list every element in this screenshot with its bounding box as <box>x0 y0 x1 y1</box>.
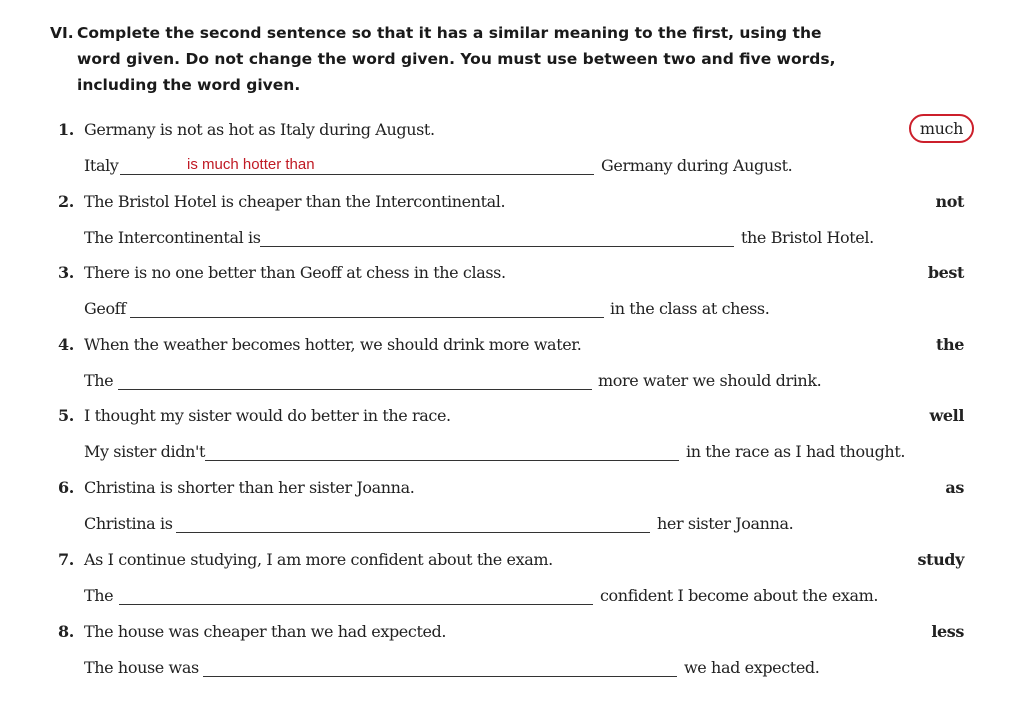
sentence-end: in the class at chess. <box>610 299 770 318</box>
answer-blank[interactable] <box>119 604 593 605</box>
question-8 <box>0 618 1024 648</box>
sentence-end: the Bristol Hotel. <box>741 228 874 247</box>
question-3 <box>0 259 1024 289</box>
answer-line-8 <box>0 654 1024 684</box>
answer-blank[interactable] <box>205 460 679 461</box>
question-2 <box>0 188 1024 218</box>
sentence-start: Italy <box>84 156 119 175</box>
filled-answer: is much hotter than <box>187 156 315 173</box>
answer-line-6 <box>0 510 1024 540</box>
sentence-end: Germany during August. <box>601 156 793 175</box>
key-word: the <box>935 335 964 354</box>
key-word-circled: much <box>909 114 974 143</box>
sentence-start: My sister didn't <box>84 442 206 461</box>
answer-blank[interactable] <box>203 676 677 677</box>
exercise-number: VI. <box>50 24 74 42</box>
answer-line-5 <box>0 438 1024 468</box>
sentence-end: more water we should drink. <box>598 371 822 390</box>
question-number: 2. <box>58 192 74 211</box>
question-sentence: I thought my sister would do better in the race. <box>84 406 451 425</box>
sentence-start: The <box>84 586 114 605</box>
answer-blank[interactable] <box>260 246 734 247</box>
question-sentence: Christina is shorter than her sister Joanna. <box>84 478 415 497</box>
answer-line-2 <box>0 224 1024 254</box>
question-7 <box>0 546 1024 576</box>
answer-blank[interactable] <box>176 532 650 533</box>
question-number: 7. <box>58 550 74 569</box>
question-number: 1. <box>58 120 74 139</box>
key-word: as <box>945 478 964 497</box>
question-sentence: Germany is not as hot as Italy during August. <box>84 120 435 139</box>
answer-blank[interactable] <box>118 389 592 390</box>
sentence-end: we had expected. <box>684 658 820 677</box>
answer-line-4 <box>0 367 1024 397</box>
answer-blank[interactable] <box>130 317 604 318</box>
question-6 <box>0 474 1024 504</box>
key-word: study <box>917 550 964 569</box>
answer-line-3 <box>0 295 1024 325</box>
sentence-start: The house was <box>84 658 199 677</box>
question-number: 6. <box>58 478 74 497</box>
sentence-start: Christina is <box>84 514 173 533</box>
key-word: not <box>935 192 964 211</box>
question-sentence: The Bristol Hotel is cheaper than the Intercontinental. <box>84 192 506 211</box>
question-number: 3. <box>58 263 74 282</box>
question-sentence: When the weather becomes hotter, we should drink more water. <box>84 335 582 354</box>
answer-line-1 <box>0 152 1024 182</box>
question-5 <box>0 402 1024 432</box>
key-word: less <box>931 622 964 641</box>
question-sentence: As I continue studying, I am more confident about the exam. <box>84 550 553 569</box>
instructions-text: Complete the second sentence so that it has a similar meaning to the first, using the word given. Do not change the word given. You must use between two and five words, including the word given. <box>77 24 836 94</box>
question-number: 8. <box>58 622 74 641</box>
sentence-end: her sister Joanna. <box>657 514 794 533</box>
question-sentence: There is no one better than Geoff at chess in the class. <box>84 263 506 282</box>
key-word: well <box>929 406 964 425</box>
sentence-end: confident I become about the exam. <box>600 586 879 605</box>
sentence-start: The <box>84 371 114 390</box>
question-4 <box>0 331 1024 361</box>
answer-blank[interactable] <box>120 174 594 175</box>
key-word: best <box>927 263 964 282</box>
answer-line-7 <box>0 582 1024 612</box>
exercise-instructions <box>50 20 850 98</box>
question-1 <box>0 116 1024 146</box>
question-number: 5. <box>58 406 74 425</box>
sentence-end: in the race as I had thought. <box>686 442 906 461</box>
question-number: 4. <box>58 335 74 354</box>
sentence-start: Geoff <box>84 299 126 318</box>
question-sentence: The house was cheaper than we had expected. <box>84 622 447 641</box>
sentence-start: The Intercontinental is <box>84 228 261 247</box>
